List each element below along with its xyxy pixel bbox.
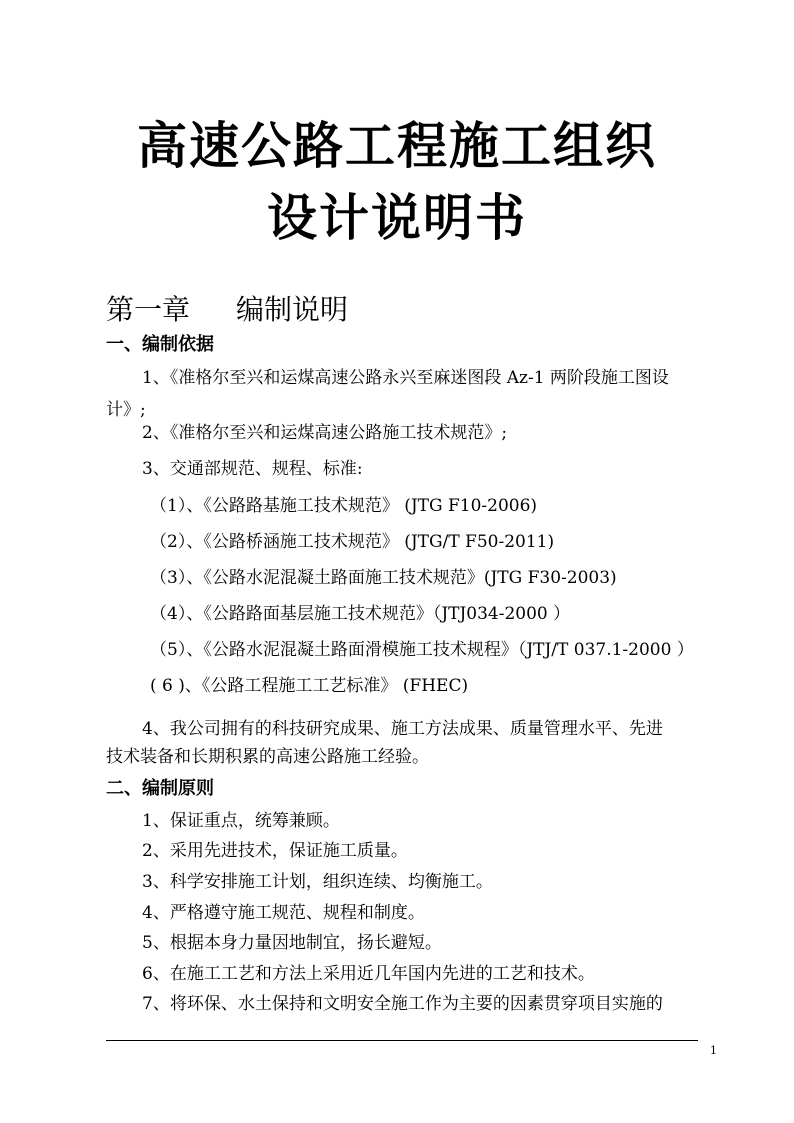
chapter-heading — [106, 290, 348, 330]
standard-item-6: ( 6 )、《公路工程施工工艺标准》 (FHEC) — [150, 676, 469, 696]
principle-item-5: 5、根据本身力量因地制宜，扬长避短。 — [142, 933, 442, 953]
basis-item-1-line-1: 1、《准格尔至兴和运煤高速公路永兴至麻迷图段 Az-1 两阶段施工图设 — [142, 368, 669, 388]
standard-item-1: （1）、《公路路基施工技术规范》 (JTG F10-2006) — [150, 496, 538, 516]
document-title-line-2: 设计说明书 — [267, 189, 527, 247]
standard-item-2: （2）、《公路桥涵施工技术规范》 (JTG/T F50-2011) — [150, 532, 555, 552]
footer-rule — [106, 1040, 698, 1041]
basis-item-2: 2、《准格尔至兴和运煤高速公路施工技术规范》; — [142, 423, 508, 443]
principle-item-1: 1、保证重点，统筹兼顾。 — [142, 811, 340, 831]
chapter-number: 第一章 — [106, 293, 191, 326]
basis-item-1-line-2: 计》; — [106, 400, 146, 420]
page-number: 1 — [710, 1044, 717, 1057]
principle-item-6: 6、在施工工艺和方法上采用近几年国内先进的工艺和技术。 — [142, 964, 595, 984]
principle-item-7: 7、将环保、水土保持和文明安全施工作为主要的因素贯穿项目实施的 — [142, 994, 663, 1014]
document-title-line-1: 高速公路工程施工组织 — [137, 117, 657, 175]
chapter-name: 编制说明 — [236, 293, 349, 326]
standard-item-4: （4）、《公路路面基层施工技术规范》（JTJ034-2000 ） — [150, 604, 571, 624]
section-heading-principles: 二、编制原则 — [106, 778, 214, 799]
standard-item-3: （3）、《公路水泥混凝土路面施工技术规范》(JTG F30-2003) — [150, 568, 617, 588]
standard-item-5: （5）、《公路水泥混凝土路面滑模施工技术规程》（JTJ/T 037.1-2000 ） — [150, 640, 694, 660]
section-heading-basis: 一、编制依据 — [106, 334, 214, 355]
basis-item-4-line-2: 技术装备和长期积累的高速公路施工经验。 — [106, 747, 429, 767]
principle-item-3: 3、科学安排施工计划，组织连续、均衡施工。 — [142, 872, 493, 892]
principle-item-2: 2、采用先进技术，保证施工质量。 — [142, 841, 408, 861]
basis-item-4-line-1: 4、我公司拥有的科技研究成果、施工方法成果、质量管理水平、先进 — [142, 719, 663, 739]
basis-item-3: 3、交通部规范、规程、标准: — [142, 459, 363, 479]
principle-item-4: 4、严格遵守施工规范、规程和制度。 — [142, 903, 425, 923]
